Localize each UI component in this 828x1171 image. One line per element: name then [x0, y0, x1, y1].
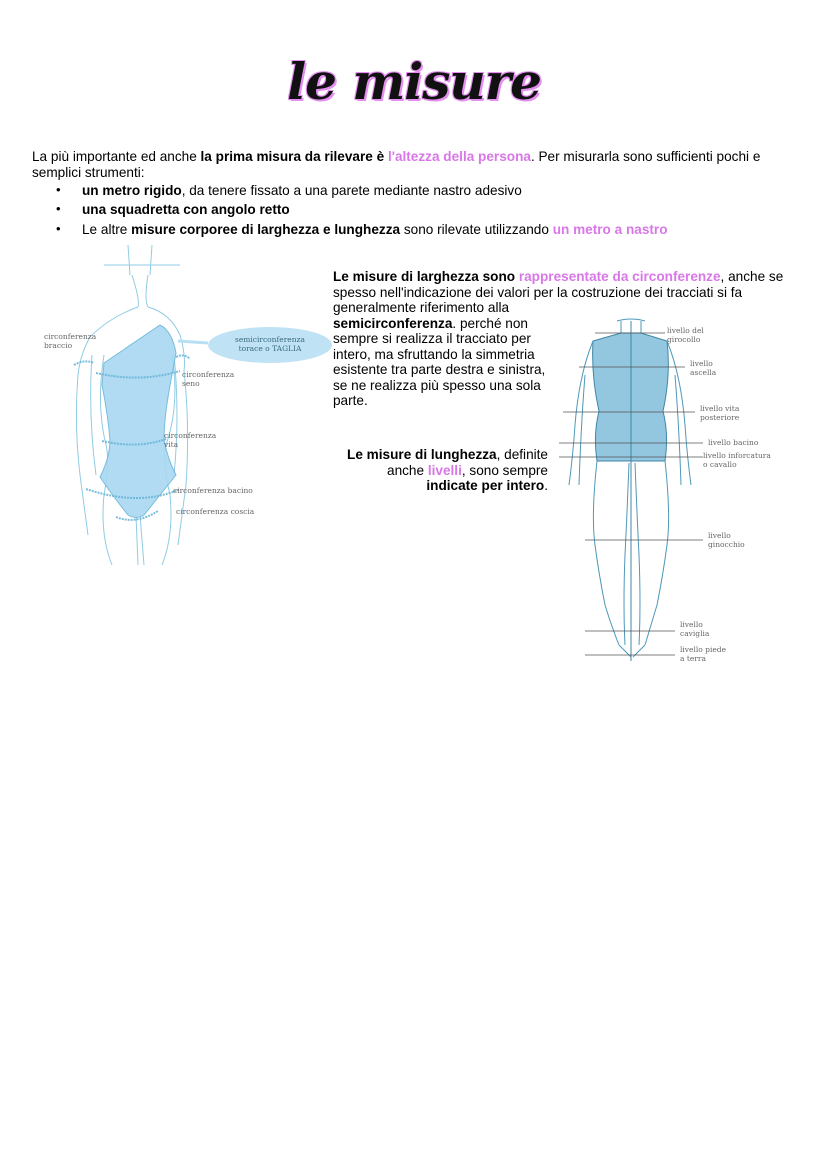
bullet-icon: • [56, 221, 61, 236]
label-waist-level [700, 405, 739, 422]
label-text: circonferenza [164, 431, 217, 440]
width-bold: semicirconferenza [333, 315, 453, 331]
label-crotch-level [703, 452, 771, 469]
length-text: , definite [496, 447, 548, 462]
bullet-item [82, 222, 668, 238]
label-bubble [220, 336, 320, 353]
length-highlight: livelli [427, 462, 462, 478]
label-text: livello vita [700, 404, 740, 413]
label-text: livello piede [680, 645, 727, 654]
label-hip-level [708, 439, 758, 448]
label-text: livello del [667, 326, 704, 335]
label-text: seno [182, 378, 200, 388]
length-paragraph [330, 447, 548, 494]
width-text: se ne realizza più spesso una sola [333, 377, 541, 393]
bullet-item [82, 183, 522, 199]
bullet-item [82, 202, 290, 218]
label-bust [182, 371, 234, 388]
width-highlight: rappresentate da circonferenze [518, 269, 721, 284]
label-arm [44, 333, 96, 350]
width-bold: Le misure di larghezza sono [333, 269, 519, 284]
bullet-icon: • [56, 201, 61, 216]
label-text: semicirconferenza [234, 335, 306, 344]
length-text: anche [387, 462, 428, 478]
label-text: circonferenza [44, 332, 97, 341]
intro-paragraph [32, 149, 802, 180]
bullet-bold: un metro rigido [82, 183, 182, 198]
label-text: livello [680, 620, 703, 629]
label-text: circonferenza coscia [176, 507, 255, 516]
intro-text-3: semplici strumenti: [32, 164, 145, 180]
label-text: torace o TAGLIA [238, 343, 302, 353]
bullet-icon: • [56, 182, 61, 197]
label-text: circonferenza bacino [173, 486, 253, 495]
label-waist [164, 432, 216, 449]
label-text: livello [708, 531, 731, 540]
label-text: livello bacino [708, 438, 759, 447]
width-text: parte. [333, 393, 368, 408]
back-figure-illustration [555, 315, 705, 665]
label-neck-level [667, 327, 704, 344]
label-text: vita [164, 439, 179, 449]
intro-text-1: La più importante ed anche [32, 149, 201, 164]
bullet-text: Le altre [82, 222, 132, 237]
label-text: ascella [690, 367, 717, 377]
bullet-text: , da tenere fissato a una parete mediante nastro adesivo [181, 183, 522, 198]
label-text: livello [690, 359, 713, 368]
width-text: . perché non [452, 315, 528, 331]
label-armpit-level [690, 360, 716, 377]
length-text: . [544, 478, 548, 493]
width-text: esistente tra parte destra e sinistra, [333, 362, 546, 377]
width-text: , anche se [720, 269, 784, 284]
label-text: posteriore [700, 412, 740, 422]
label-thigh [176, 508, 254, 517]
front-figure-illustration [40, 245, 340, 570]
label-hip [173, 487, 253, 496]
bullet-highlight: un metro a nastro [552, 222, 668, 237]
length-bold: Le misure di lunghezza [347, 447, 497, 462]
label-text: girocollo [667, 334, 701, 344]
bullet-text: sono rilevate utilizzando [400, 222, 553, 237]
label-text: circonferenza [182, 370, 235, 379]
bullet-bold: una squadretta con angolo retto [82, 202, 290, 217]
intro-text-2: . Per misurarla sono sufficienti pochi e [530, 149, 761, 164]
width-text: generalmente riferimento alla [333, 300, 510, 315]
length-text: , sono sempre [461, 462, 548, 478]
intro-highlight: l'altezza della persona [387, 149, 531, 164]
length-bold: indicate per intero [426, 478, 545, 493]
label-text: caviglia [680, 628, 710, 638]
label-text: o cavallo [703, 459, 737, 469]
width-text: sempre si realizza il tracciato per [333, 331, 531, 346]
label-text: a terra [680, 653, 706, 663]
width-text: spesso nell'indicazione dei valori per la costruzione dei tracciati si fa [333, 284, 743, 300]
label-text: ginocchio [708, 539, 745, 549]
width-text: intero, ma sfruttando la simmetria [333, 346, 535, 362]
page-title: le misure [287, 52, 541, 111]
bullet-bold: misure corporee di larghezza e lunghezza [131, 222, 401, 237]
label-knee-level [708, 532, 745, 549]
label-text: braccio [44, 340, 73, 350]
intro-bold: la prima misura da rilevare è [200, 149, 388, 164]
label-text: livello inforcatura [703, 451, 771, 460]
label-ankle-level [680, 621, 709, 638]
label-floor-level [680, 646, 726, 663]
